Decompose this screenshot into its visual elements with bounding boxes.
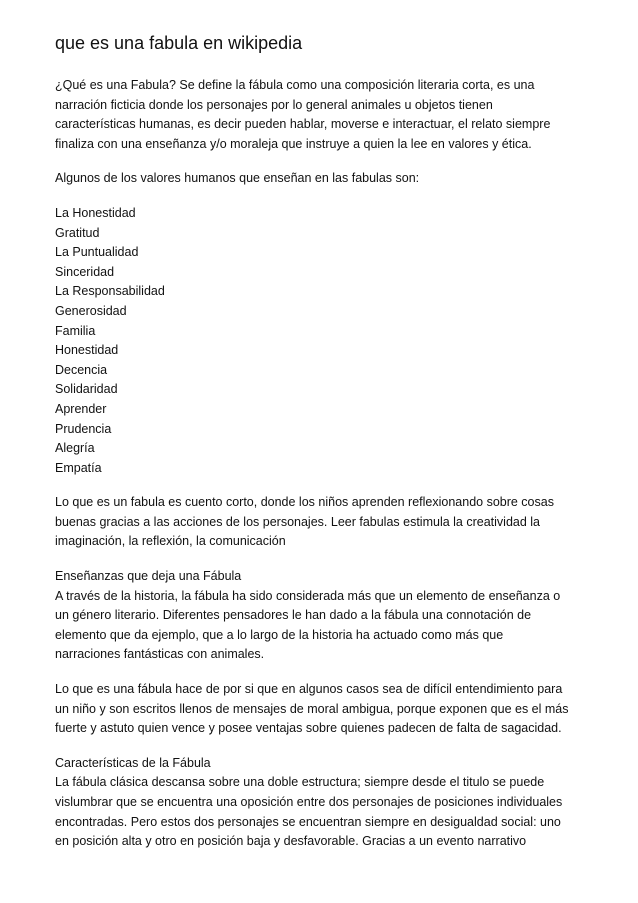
cuento-paragraph — [55, 493, 595, 552]
values-list-item: Prudencia — [55, 421, 112, 436]
paragraph-line: La fábula clásica descansa sobre una doble estructura; siempre desde el titulo se puede — [55, 775, 545, 790]
paragraph-line: narraciones fantásticas con animales. — [55, 647, 265, 662]
document-page — [55, 32, 595, 852]
paragraph-gap — [55, 478, 595, 493]
paragraph-line: finaliza con una enseñanza y/o moraleja que instruye a quien la lee en valores y ética. — [55, 136, 532, 151]
values-list-item: La Puntualidad — [55, 245, 139, 260]
paragraph-line: Algunos de los valores humanos que enseñan en las fabulas son: — [55, 171, 420, 186]
values-list-item: Familia — [55, 323, 96, 338]
caracteristicas-section — [55, 754, 595, 852]
paragraph-line: A través de la historia, la fábula ha sido considerada más que un elemento de enseñanza o — [55, 588, 561, 603]
values-list-item: Empatía — [55, 460, 102, 475]
paragraph-gap — [55, 189, 595, 204]
paragraph-line: un niño y son escritos llenos de mensajes de moral ambigua, porque exponen que es el más — [55, 701, 569, 716]
paragraph-line: Lo que es un fabula es cuento corto, donde los niños aprenden reflexionando sobre cosas — [55, 495, 554, 510]
paragraph-line: vislumbrar que se encuentra una oposición entre dos personajes de posiciones individuales — [55, 795, 563, 809]
values-list — [55, 204, 595, 478]
values-list-item: Sinceridad — [55, 264, 115, 279]
paragraph-gap — [55, 665, 595, 680]
values-list-item: Generosidad — [55, 303, 127, 318]
paragraph-line: Lo que es una fábula hace de por si que en algunos casos sea de difícil entendimiento para — [55, 682, 563, 697]
paragraph-line: ¿Qué es una Fabula? Se define la fábula como una composición literaria corta, es una — [55, 78, 535, 92]
values-list-item: Aprender — [55, 401, 107, 416]
paragraph-line: fuerte y astuto quien vence y posee ventajas sobre quienes padecen de falta de sagacidad. — [55, 721, 562, 736]
values-list-item: La Responsabilidad — [55, 284, 165, 299]
paragraph-line: buenas gracias a las acciones de los personajes. Leer fabulas estimula la creatividad la — [55, 514, 541, 529]
paragraph-line: narración ficticia donde los personajes por lo general animales u objetos tienen — [55, 97, 493, 112]
paragraph-line: imaginación, la reflexión, la comunicación — [55, 534, 286, 549]
values-list-item: Gratitud — [55, 225, 100, 240]
paragraph-line: encontradas. Pero estos dos personajes se encuentran siempre en desigualdad social: uno — [55, 814, 561, 829]
values-list-item: Decencia — [55, 362, 108, 377]
dificil-paragraph — [55, 680, 595, 739]
values-list-item: Solidaridad — [55, 382, 118, 397]
ensenanzas-section — [55, 567, 595, 665]
section-heading: Enseñanzas que deja una Fábula — [55, 569, 242, 584]
paragraph-gap — [55, 739, 595, 754]
paragraph-line: en posición alta y otro en posición baja y desfavorable. Gracias a un evento narrativo — [55, 834, 527, 849]
values-list-item: Honestidad — [55, 343, 119, 358]
paragraph-line: elemento que da ejemplo, que a lo largo de la historia ha actuado como más que — [55, 627, 504, 642]
paragraph-line: características humanas, es decir pueden hablar, moverse e interactuar, el relato siempre — [55, 117, 551, 132]
section-heading: Características de la Fábula — [55, 755, 211, 770]
paragraph-line: un género literario. Diferentes pensadores le han dado a la fábula una connotación de — [55, 608, 532, 623]
paragraph-gap — [55, 552, 595, 567]
values-list-item: La Honestidad — [55, 205, 136, 220]
paragraph-gap — [55, 154, 595, 169]
document-title: que es una fabula en wikipedia — [55, 33, 303, 53]
values-list-item: Alegría — [55, 441, 95, 456]
values-intro-paragraph — [55, 169, 595, 189]
intro-paragraph — [55, 76, 595, 154]
